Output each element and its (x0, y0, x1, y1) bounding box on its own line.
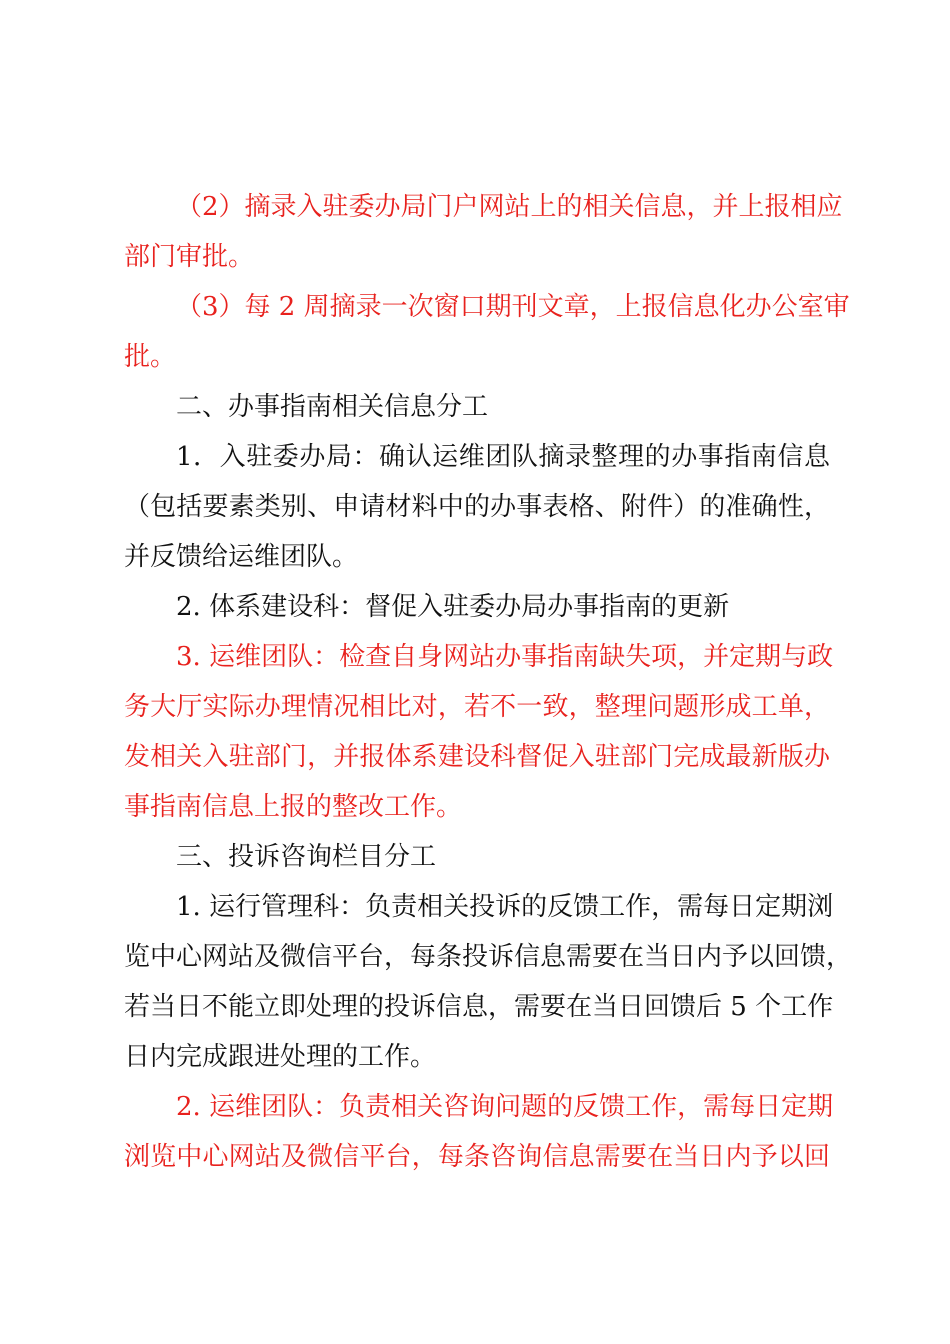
text-line: 发相关入驻部门，并报体系建设科督促入驻部门完成最新版办 (124, 742, 830, 772)
text-line: 批。 (124, 342, 177, 372)
paragraph-complaint-item-1 (124, 882, 853, 1082)
text-line: 并反馈给运维团队。 (124, 542, 359, 572)
paragraph-complaint-item-2 (124, 1082, 834, 1182)
paragraph-item-3-extract-articles (124, 282, 850, 382)
section-heading-service-guide (124, 382, 830, 432)
paragraph-guide-item-1 (124, 432, 830, 582)
text-line: 2. 运维团队：负责相关咨询问题的反馈工作，需每日定期 (176, 1092, 834, 1122)
section-heading-text: 二、办事指南相关信息分工 (176, 392, 489, 422)
text-line: 2. 体系建设科：督促入驻委办局办事指南的更新 (176, 592, 730, 622)
text-line: 若当日不能立即处理的投诉信息，需要在当日回馈后 5 个工作 (124, 992, 834, 1022)
text-line: 览中心网站及微信平台，每条投诉信息需要在当日内予以回馈， (124, 942, 853, 972)
text-line: （2）摘录入驻委办局门户网站上的相关信息，并上报相应 (176, 192, 843, 222)
text-line: 3. 运维团队：检查自身网站办事指南缺失项，并定期与政 (176, 642, 834, 672)
text-line: 部门审批。 (124, 242, 255, 272)
section-heading-text: 三、投诉咨询栏目分工 (176, 842, 437, 872)
text-line: 事指南信息上报的整改工作。 (124, 792, 463, 822)
paragraph-guide-item-3 (124, 632, 834, 832)
section-heading-complaints (124, 832, 830, 882)
text-line: （3）每 2 周摘录一次窗口期刊文章，上报信息化办公室审 (176, 292, 850, 322)
text-line: 务大厅实际办理情况相比对，若不一致，整理问题形成工单， (124, 692, 830, 722)
text-line: 日内完成跟进处理的工作。 (124, 1042, 437, 1072)
text-line: 1. 运行管理科：负责相关投诉的反馈工作，需每日定期浏 (176, 892, 834, 922)
document-body (124, 182, 853, 1182)
text-line: 1．入驻委办局：确认运维团队摘录整理的办事指南信息 (176, 442, 830, 472)
text-line: （包括要素类别、申请材料中的办事表格、附件）的准确性， (124, 492, 830, 522)
paragraph-item-2-extract-portal-info (124, 182, 843, 282)
paragraph-guide-item-2 (124, 582, 830, 632)
text-line: 浏览中心网站及微信平台，每条咨询信息需要在当日内予以回 (124, 1142, 830, 1172)
